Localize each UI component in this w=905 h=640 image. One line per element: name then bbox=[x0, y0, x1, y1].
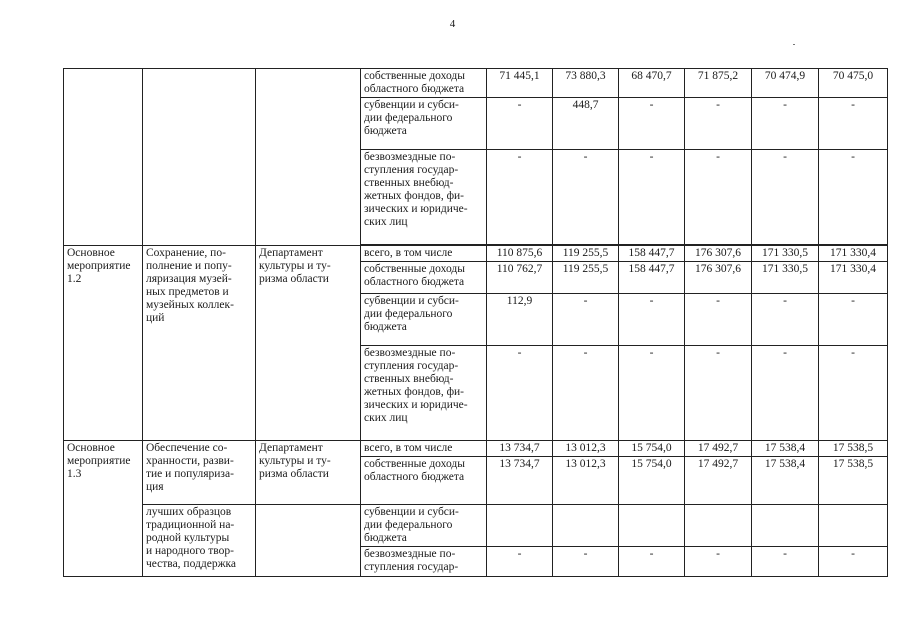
value-cell: - bbox=[685, 150, 752, 245]
value-cell: 13 734,7 bbox=[487, 457, 553, 505]
value-cell: - bbox=[752, 346, 819, 441]
page-number: 4 bbox=[449, 18, 456, 30]
text-line: ских лиц bbox=[364, 216, 408, 228]
value-cell: 71 445,1 bbox=[487, 69, 553, 98]
text-line: зических и юридиче- bbox=[364, 399, 468, 411]
text-line: мероприятие bbox=[67, 455, 131, 467]
text-line: областного бюджета bbox=[364, 83, 465, 95]
value-cell bbox=[619, 505, 685, 547]
text-line: Департамент bbox=[259, 247, 323, 259]
value-cell: 15 754,0 bbox=[619, 457, 685, 505]
value-cell: - bbox=[619, 294, 685, 346]
text-line: ступления государ- bbox=[364, 164, 459, 176]
executor-cell bbox=[256, 69, 361, 246]
value-cell: - bbox=[685, 294, 752, 346]
value-cell: - bbox=[819, 346, 888, 441]
value-cell: 171 330,4 bbox=[819, 246, 888, 262]
value-cell: - bbox=[819, 98, 888, 150]
text-line: дии федерального bbox=[364, 308, 453, 320]
text-line: бюджета bbox=[364, 125, 407, 137]
text-line: бюджета bbox=[364, 321, 407, 333]
value-cell: - bbox=[487, 547, 553, 577]
table-row bbox=[64, 69, 888, 98]
text-line: ляризация музей- bbox=[146, 273, 232, 285]
value-cell: - bbox=[819, 294, 888, 346]
value-cell: 68 470,7 bbox=[619, 69, 685, 98]
text-line: жетных фондов, фи- bbox=[364, 190, 465, 202]
text-line: традиционной на- bbox=[146, 519, 235, 531]
text-line: музейных коллек- bbox=[146, 299, 234, 311]
text-line: 1.3 bbox=[67, 468, 82, 480]
text-line: и народного твор- bbox=[146, 545, 234, 557]
text-line: безвозмездные по- bbox=[364, 347, 456, 359]
text-line: субвенции и субси- bbox=[364, 506, 459, 518]
value-cell: 17 538,4 bbox=[752, 441, 819, 457]
value-cell: 112,9 bbox=[487, 294, 553, 346]
text-line: дии федерального bbox=[364, 519, 453, 531]
text-line: субвенции и субси- bbox=[364, 99, 459, 111]
text-line: родной культуры bbox=[146, 532, 230, 544]
value-cell: - bbox=[619, 98, 685, 150]
value-cell: 17 538,4 bbox=[752, 457, 819, 505]
funding-type-cell bbox=[361, 505, 487, 547]
value-cell: - bbox=[619, 150, 685, 245]
event-label-1-2 bbox=[64, 246, 143, 441]
text-line: культуры и ту- bbox=[259, 260, 331, 272]
value-cell: 17 538,5 bbox=[819, 441, 888, 457]
funding-type-cell bbox=[361, 346, 487, 441]
value-cell: 176 307,6 bbox=[685, 262, 752, 294]
text-line: тие и популяриза- bbox=[146, 468, 234, 480]
value-cell: - bbox=[819, 150, 888, 245]
value-cell: 13 012,3 bbox=[553, 457, 619, 505]
value-cell: - bbox=[487, 98, 553, 150]
value-cell: 158 447,7 bbox=[619, 246, 685, 262]
text-line: собственные доходы bbox=[364, 263, 465, 275]
value-cell: 17 492,7 bbox=[685, 457, 752, 505]
value-cell: - bbox=[553, 150, 619, 245]
text-line: ступления государ- bbox=[364, 561, 459, 573]
value-cell: 119 255,5 bbox=[553, 262, 619, 294]
funding-type-cell bbox=[361, 294, 487, 346]
value-cell: - bbox=[487, 346, 553, 441]
event-executor-1-2 bbox=[256, 246, 361, 441]
funding-type-cell bbox=[361, 262, 487, 294]
text-line: ризма области bbox=[259, 273, 329, 285]
text-line: областного бюджета bbox=[364, 276, 465, 288]
value-cell: 171 330,5 bbox=[752, 262, 819, 294]
event-name-1-3-continued bbox=[143, 505, 256, 577]
text-line: ственных внебюд- bbox=[364, 177, 454, 189]
text-line: ных предметов и bbox=[146, 286, 229, 298]
value-cell: - bbox=[752, 547, 819, 577]
value-cell: 13 734,7 bbox=[487, 441, 553, 457]
value-cell: - bbox=[487, 150, 553, 245]
value-cell: - bbox=[685, 346, 752, 441]
event-name-1-2 bbox=[143, 246, 256, 441]
funding-type-cell bbox=[361, 69, 487, 98]
text-line: собственные доходы bbox=[364, 70, 465, 82]
value-cell: 73 880,3 bbox=[553, 69, 619, 98]
value-cell: - bbox=[619, 346, 685, 441]
table-row bbox=[64, 441, 888, 457]
value-cell: 171 330,4 bbox=[819, 262, 888, 294]
text-line: культуры и ту- bbox=[259, 455, 331, 467]
value-cell: 13 012,3 bbox=[553, 441, 619, 457]
text-line: ственных внебюд- bbox=[364, 373, 454, 385]
value-cell bbox=[685, 505, 752, 547]
value-cell: - bbox=[752, 294, 819, 346]
value-cell: 448,7 bbox=[553, 98, 619, 150]
text-line: собственные доходы bbox=[364, 458, 465, 470]
value-cell: 15 754,0 bbox=[619, 441, 685, 457]
funding-type-cell bbox=[361, 150, 487, 245]
text-line: Департамент bbox=[259, 442, 323, 454]
text-line: хранности, разви- bbox=[146, 455, 234, 467]
text-line: дии федерального bbox=[364, 112, 453, 124]
funding-type-cell bbox=[361, 547, 487, 577]
value-cell: 17 492,7 bbox=[685, 441, 752, 457]
funding-type-cell: всего, в том числе bbox=[361, 441, 487, 457]
executor-cell bbox=[256, 505, 361, 577]
value-cell: 70 475,0 bbox=[819, 69, 888, 98]
text-line: полнение и попу- bbox=[146, 260, 232, 272]
text-line: бюджета bbox=[364, 532, 407, 544]
value-cell: - bbox=[752, 98, 819, 150]
text-line: ских лиц bbox=[364, 412, 408, 424]
text-line: безвозмездные по- bbox=[364, 548, 456, 560]
text-line: Основное bbox=[67, 247, 115, 259]
text-line: ций bbox=[146, 312, 165, 324]
name-cell bbox=[143, 69, 256, 246]
scan-speck bbox=[793, 44, 795, 45]
text-line: безвозмездные по- bbox=[364, 151, 456, 163]
text-line: ризма области bbox=[259, 468, 329, 480]
text-line: Обеспечение со- bbox=[146, 442, 228, 454]
value-cell: - bbox=[553, 346, 619, 441]
text-line: ступления государ- bbox=[364, 360, 459, 372]
funding-type-cell: всего, в том числе bbox=[361, 246, 487, 262]
text-line: ция bbox=[146, 481, 164, 493]
text-line: зических и юридиче- bbox=[364, 203, 468, 215]
value-cell: 158 447,7 bbox=[619, 262, 685, 294]
value-cell: 110 762,7 bbox=[487, 262, 553, 294]
label-cell bbox=[64, 69, 143, 246]
text-line: Сохранение, по- bbox=[146, 247, 226, 259]
text-line: мероприятие bbox=[67, 260, 131, 272]
event-label-1-3 bbox=[64, 441, 143, 577]
value-cell: - bbox=[553, 547, 619, 577]
value-cell: - bbox=[619, 547, 685, 577]
budget-table bbox=[63, 68, 888, 577]
value-cell: - bbox=[685, 547, 752, 577]
event-executor-1-3 bbox=[256, 441, 361, 505]
value-cell: 70 474,9 bbox=[752, 69, 819, 98]
funding-type-cell bbox=[361, 98, 487, 150]
value-cell: - bbox=[553, 294, 619, 346]
text-line: 1.2 bbox=[67, 273, 82, 285]
value-cell bbox=[487, 505, 553, 547]
value-cell: - bbox=[752, 150, 819, 245]
value-cell: 171 330,5 bbox=[752, 246, 819, 262]
value-cell: 110 875,6 bbox=[487, 246, 553, 262]
text-line: чества, поддержка bbox=[146, 558, 237, 570]
text-line: лучших образцов bbox=[146, 506, 232, 518]
event-name-1-3 bbox=[143, 441, 256, 505]
value-cell: 71 875,2 bbox=[685, 69, 752, 98]
text-line: субвенции и субси- bbox=[364, 295, 459, 307]
funding-type-cell bbox=[361, 457, 487, 505]
value-cell: 119 255,5 bbox=[553, 246, 619, 262]
value-cell: 176 307,6 bbox=[685, 246, 752, 262]
text-line: жетных фондов, фи- bbox=[364, 386, 465, 398]
text-line: Основное bbox=[67, 442, 115, 454]
table-row bbox=[64, 246, 888, 262]
text-line: областного бюджета bbox=[364, 471, 465, 483]
value-cell bbox=[553, 505, 619, 547]
value-cell: - bbox=[685, 98, 752, 150]
value-cell bbox=[819, 505, 888, 547]
value-cell: 17 538,5 bbox=[819, 457, 888, 505]
value-cell bbox=[752, 505, 819, 547]
value-cell: - bbox=[819, 547, 888, 577]
